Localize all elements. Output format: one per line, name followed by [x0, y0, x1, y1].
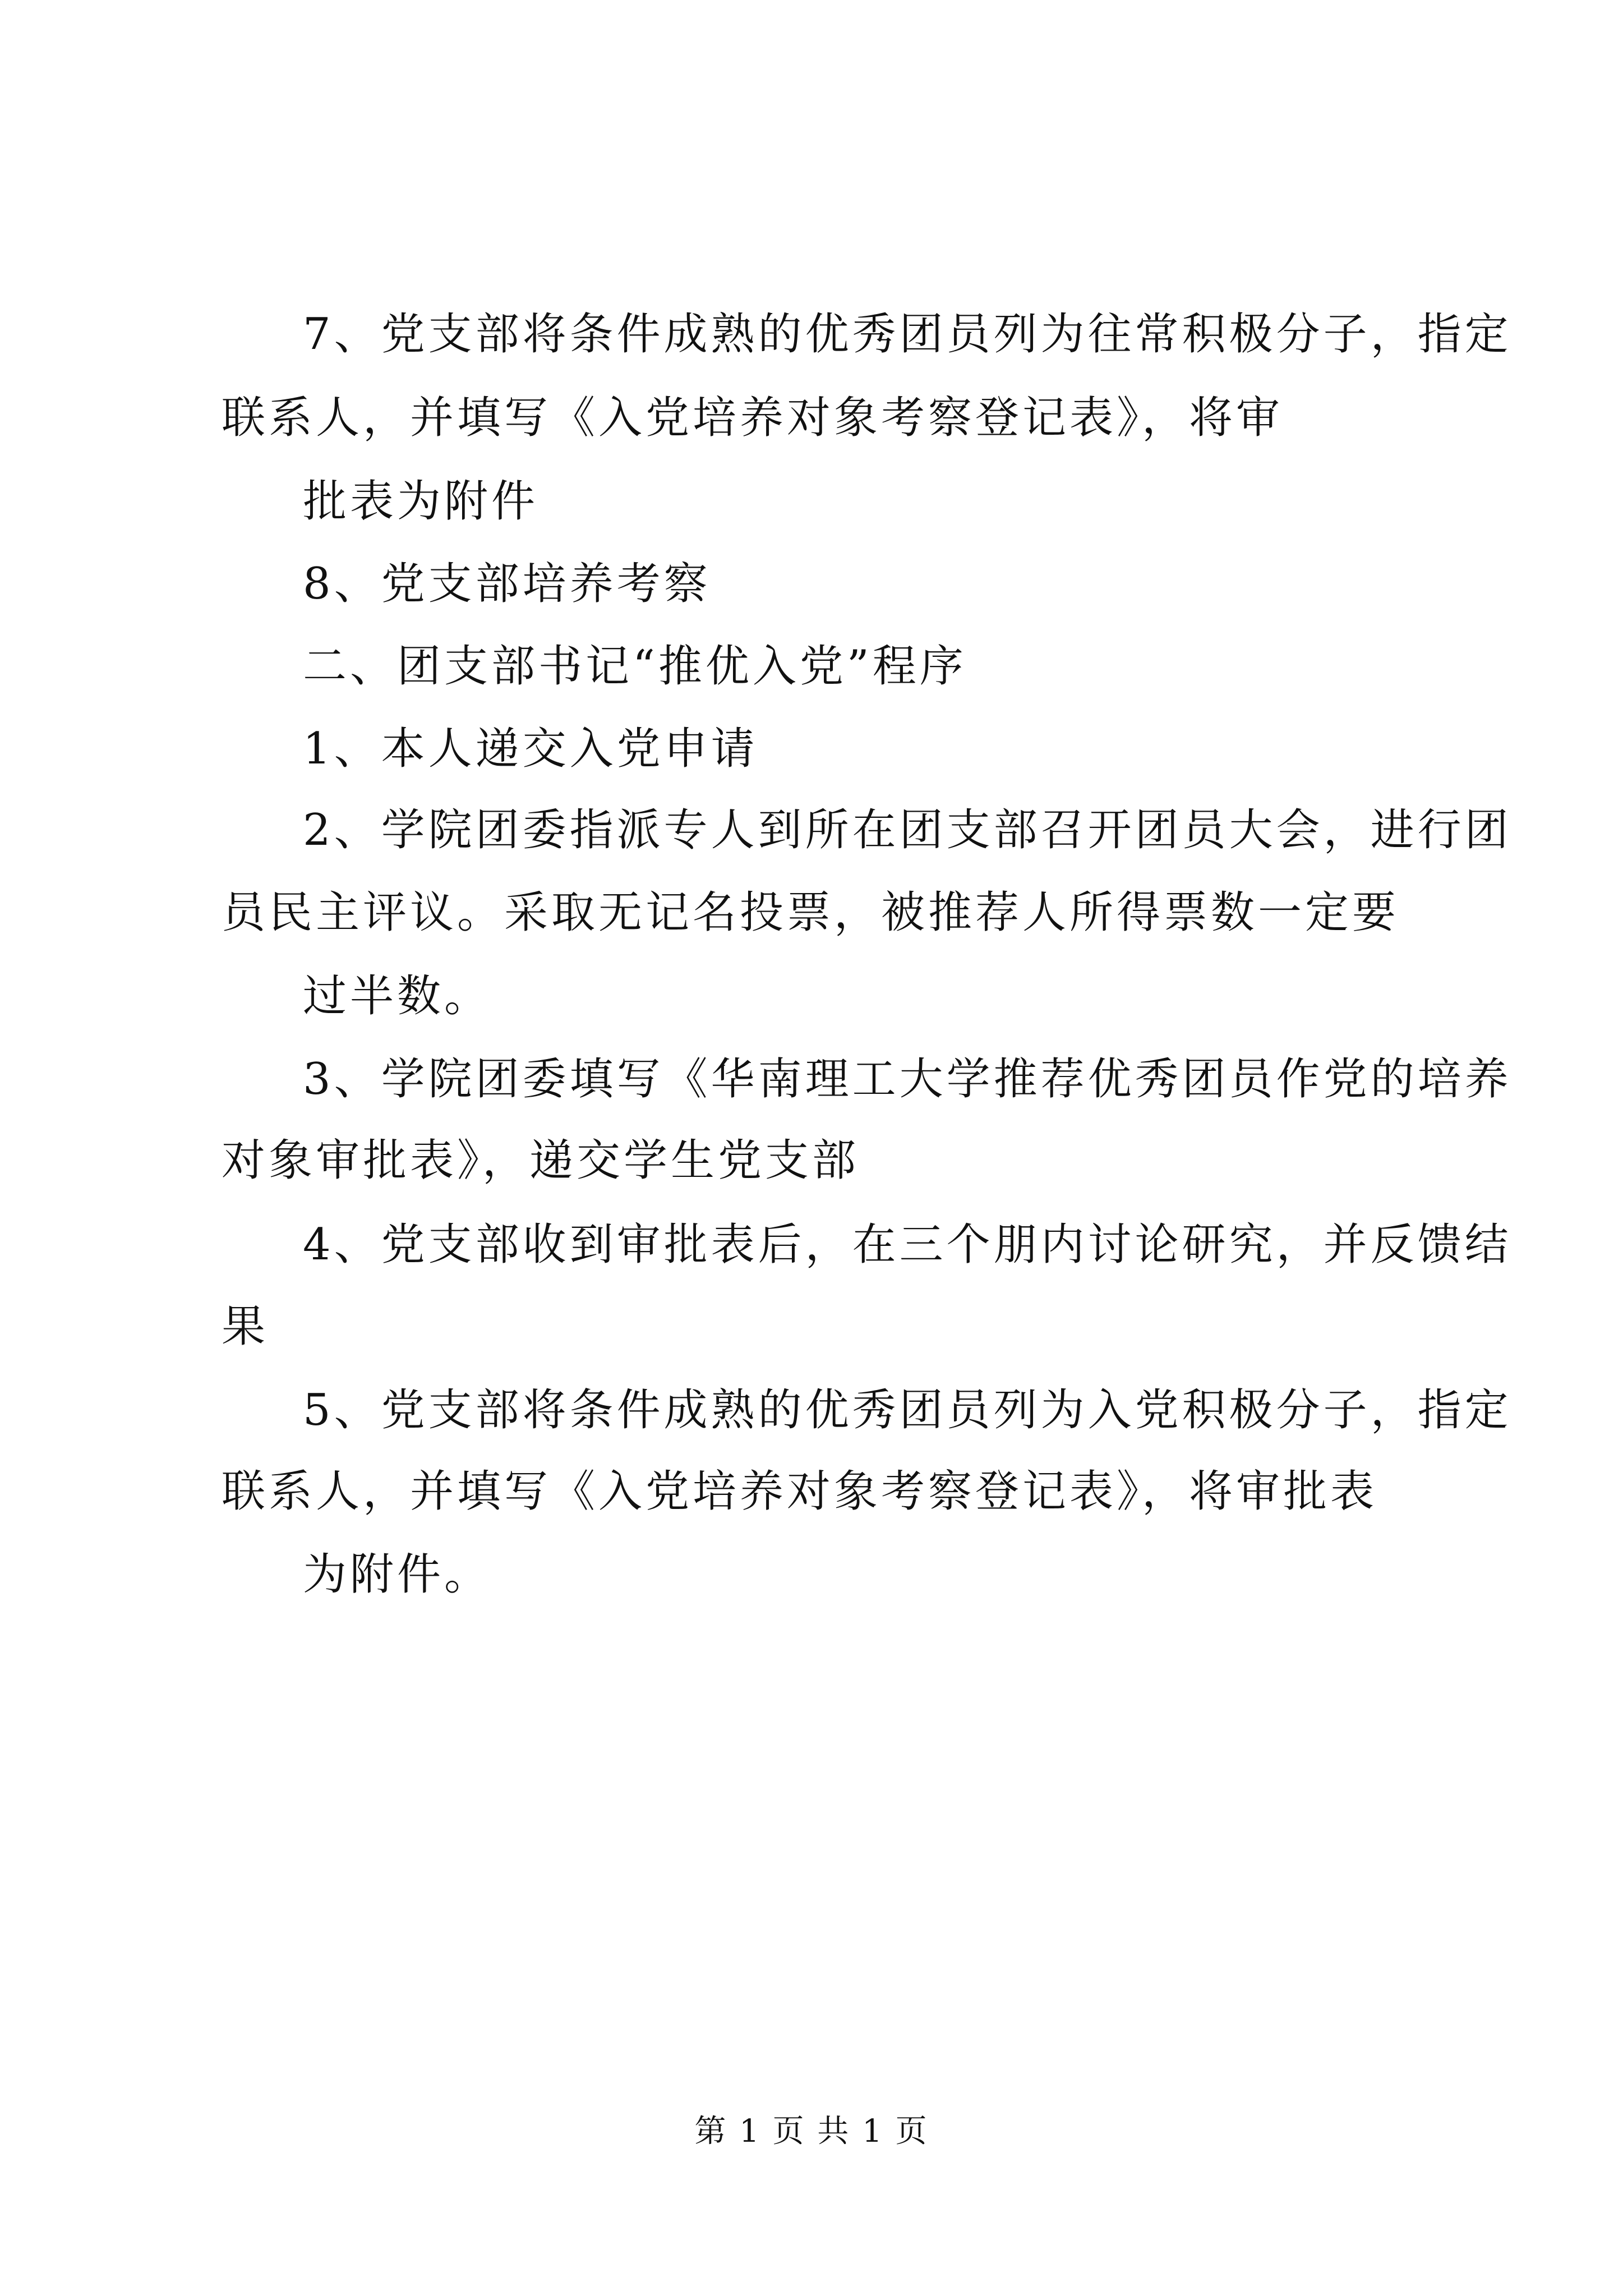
paragraph-line: 为附件。	[303, 1549, 492, 1600]
paragraph-line: 联系人，并填写《入党培养对象考察登记表》，将审批表	[222, 1466, 1378, 1517]
section-heading: 二、团支部书记“推优入党”程序	[303, 641, 967, 692]
paragraph-line: 3、学院团委填写《华南理工大学推荐优秀团员作党的培养	[303, 1054, 1512, 1105]
paragraph-line: 4、党支部收到审批表后，在三个朋内讨论研究，并反馈结	[303, 1220, 1512, 1270]
page-number-footer: 第 1 页 共 1 页	[694, 2113, 929, 2150]
paragraph-line: 过半数。	[303, 971, 492, 1022]
paragraph-line: 2、学院团委指派专人到所在团支部召开团员大会，进行团	[303, 805, 1512, 855]
paragraph-line: 7、党支部将条件成熟的优秀团员列为往常积极分子，指定	[303, 309, 1512, 360]
paragraph-line: 联系人，并填写《入党培养对象考察登记表》，将审	[222, 393, 1284, 443]
paragraph-line: 果	[222, 1301, 269, 1352]
paragraph-line: 5、党支部将条件成熟的优秀团员列为入党积极分子，指定	[303, 1385, 1512, 1435]
paragraph-line: 对象审批表》，递交学生党支部	[222, 1135, 860, 1186]
paragraph-line: 1、本人递交入党申请	[303, 724, 758, 774]
paragraph-line: 员民主评议。采取无记名投票，被推荐人所得票数一定要	[222, 887, 1400, 938]
paragraph-line: 8、党支部培养考察	[303, 559, 711, 609]
paragraph-line: 批表为附件	[303, 476, 539, 527]
